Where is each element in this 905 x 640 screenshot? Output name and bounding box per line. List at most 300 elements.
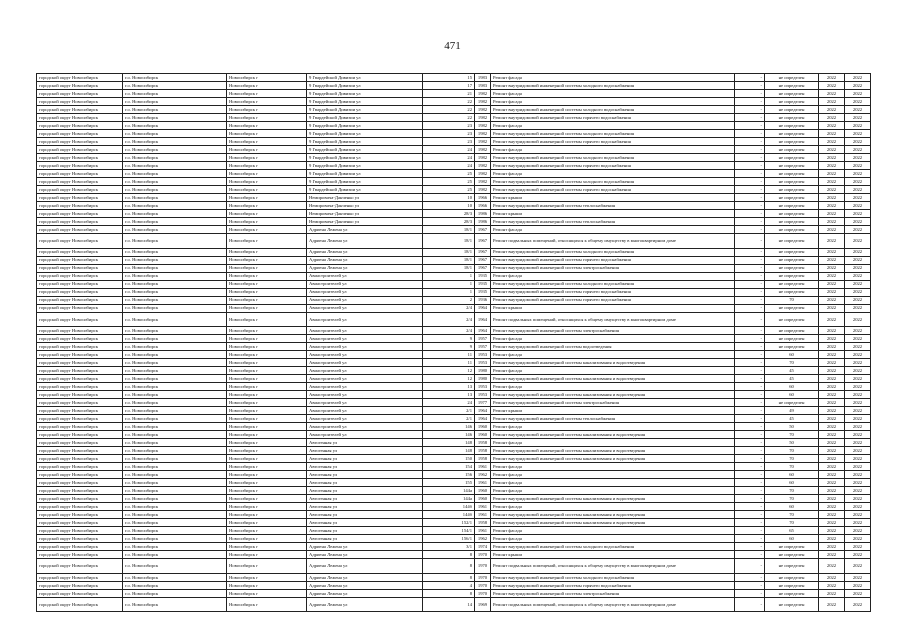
cell-year-from: 2022 — [819, 581, 845, 589]
cell-dash: - — [735, 234, 765, 249]
cell-dash: - — [735, 391, 765, 399]
cell-work-type: Ремонт фасада — [491, 439, 735, 447]
cell-cost: 60 — [765, 391, 819, 399]
cell-year-from: 2022 — [819, 447, 845, 455]
cell-locality: Новосибирск г — [227, 280, 307, 288]
cell-year-built: 1957 — [475, 335, 491, 343]
table-row — [37, 447, 871, 455]
cell-work-type: Ремонт фасада — [491, 463, 735, 471]
cell-dash: - — [735, 98, 765, 106]
cell-municipality: городской округ Новосибирск — [37, 248, 123, 256]
table-row — [37, 535, 871, 543]
cell-house: 152/1 — [423, 519, 475, 527]
cell-house: 3/1 — [423, 543, 475, 551]
cell-dash: - — [735, 210, 765, 218]
cell-work-type: Ремонт внутридомовой инженерной системы канализования и водоотведения — [491, 375, 735, 383]
cell-municipality: городской округ Новосибирск — [37, 90, 123, 98]
cell-house: 2/4 — [423, 327, 475, 335]
cell-year-from: 2022 — [819, 154, 845, 162]
cell-year-from: 2022 — [819, 375, 845, 383]
cell-house: 25 — [423, 178, 475, 186]
cell-street: Авиастроителей ул — [307, 343, 423, 351]
cell-work-type: Ремонт внутридомовой инженерной системы холодного водоснабжения — [491, 280, 735, 288]
cell-year-built: 1961 — [475, 527, 491, 535]
cell-dash: - — [735, 327, 765, 335]
cell-locality: Новосибирск г — [227, 186, 307, 194]
cell-municipality: городской округ Новосибирск — [37, 194, 123, 202]
cell-year-built: 1961 — [475, 463, 491, 471]
cell-street: Адриена Лежена ул — [307, 234, 423, 249]
cell-cost: не определен — [765, 288, 819, 296]
cell-house: 2 — [423, 296, 475, 304]
cell-year-to: 2022 — [845, 312, 871, 327]
cell-house: 24 — [423, 399, 475, 407]
cell-locality: Новосибирск г — [227, 559, 307, 574]
cell-cost: не определен — [765, 218, 819, 226]
cell-locality: Новосибирск г — [227, 589, 307, 597]
cell-year-to: 2022 — [845, 573, 871, 581]
cell-year-from: 2022 — [819, 543, 845, 551]
cell-work-type: Ремонт внутридомовой инженерной системы горячего водоснабжения — [491, 162, 735, 170]
cell-municipality: городской округ Новосибирск — [37, 367, 123, 375]
cell-year-to: 2022 — [845, 304, 871, 312]
cell-cost: 49 — [765, 407, 819, 415]
cell-dash: - — [735, 138, 765, 146]
cell-dash: - — [735, 218, 765, 226]
cell-work-type: Ремонт внутридомовой инженерной системы холодного водоснабжения — [491, 573, 735, 581]
cell-year-built: 1980 — [475, 367, 491, 375]
cell-dash: - — [735, 519, 765, 527]
cell-year-from: 2022 — [819, 178, 845, 186]
cell-street: Авиастроителей ул — [307, 296, 423, 304]
cell-year-from: 2022 — [819, 455, 845, 463]
cell-street: Немировича-Данченко ул — [307, 218, 423, 226]
cell-year-built: 1958 — [475, 455, 491, 463]
cell-locality: Новосибирск г — [227, 114, 307, 122]
cell-work-type: Ремонт фасада — [491, 74, 735, 82]
cell-year-built: 1983 — [475, 82, 491, 90]
cell-year-to: 2022 — [845, 415, 871, 423]
cell-year-built: 1970 — [475, 551, 491, 559]
cell-cost: 70 — [765, 455, 819, 463]
cell-locality: Новосибирск г — [227, 527, 307, 535]
cell-street: Адриена Лежена ул — [307, 589, 423, 597]
cell-year-from: 2022 — [819, 399, 845, 407]
cell-dash: - — [735, 487, 765, 495]
cell-municipality: городской округ Новосибирск — [37, 288, 123, 296]
cell-settlement: г.о. Новосибирск — [123, 367, 227, 375]
cell-dash: - — [735, 312, 765, 327]
cell-year-from: 2022 — [819, 280, 845, 288]
cell-house: 8 — [423, 573, 475, 581]
cell-cost: не определен — [765, 114, 819, 122]
cell-settlement: г.о. Новосибирск — [123, 170, 227, 178]
cell-municipality: городской округ Новосибирск — [37, 447, 123, 455]
table-row — [37, 210, 871, 218]
cell-work-type: Ремонт крыши — [491, 551, 735, 559]
cell-municipality: городской округ Новосибирск — [37, 146, 123, 154]
cell-dash: - — [735, 431, 765, 439]
cell-municipality: городской округ Новосибирск — [37, 527, 123, 535]
cell-municipality: городской округ Новосибирск — [37, 272, 123, 280]
cell-locality: Новосибирск г — [227, 463, 307, 471]
cell-street: Авиастроителей ул — [307, 288, 423, 296]
cell-house: 12 — [423, 375, 475, 383]
cell-locality: Новосибирск г — [227, 407, 307, 415]
cell-street: Адриена Лежена ул — [307, 597, 423, 612]
cell-settlement: г.о. Новосибирск — [123, 178, 227, 186]
cell-locality: Новосибирск г — [227, 581, 307, 589]
cell-year-from: 2022 — [819, 90, 845, 98]
cell-house: 148 — [423, 447, 475, 455]
table-row — [37, 194, 871, 202]
cell-settlement: г.о. Новосибирск — [123, 559, 227, 574]
cell-year-from: 2022 — [819, 487, 845, 495]
table-row — [37, 527, 871, 535]
cell-street: Авиастроителей ул — [307, 304, 423, 312]
cell-work-type: Ремонт внутридомовой инженерной системы холодного водоснабжения — [491, 82, 735, 90]
cell-municipality: городской округ Новосибирск — [37, 559, 123, 574]
cell-year-built: 1961 — [475, 503, 491, 511]
table-row — [37, 343, 871, 351]
cell-cost: 45 — [765, 367, 819, 375]
cell-work-type: Ремонт внутридомовой инженерной системы электроснабжения — [491, 399, 735, 407]
cell-cost: не определен — [765, 559, 819, 574]
cell-year-to: 2022 — [845, 256, 871, 264]
cell-year-from: 2022 — [819, 114, 845, 122]
cell-municipality: городской округ Новосибирск — [37, 98, 123, 106]
cell-year-built: 1964 — [475, 327, 491, 335]
cell-work-type: Ремонт подвальных помещений, относящихся к общему имуществу в многоквартирном доме — [491, 234, 735, 249]
cell-year-to: 2022 — [845, 202, 871, 210]
cell-year-built: 1958 — [475, 439, 491, 447]
cell-municipality: городской округ Новосибирск — [37, 312, 123, 327]
cell-cost: 70 — [765, 519, 819, 527]
cell-work-type: Ремонт крыши — [491, 194, 735, 202]
cell-municipality: городской округ Новосибирск — [37, 154, 123, 162]
cell-municipality: городской округ Новосибирск — [37, 335, 123, 343]
cell-year-to: 2022 — [845, 519, 871, 527]
cell-year-to: 2022 — [845, 186, 871, 194]
cell-street: Авиастроителей ул — [307, 351, 423, 359]
cell-dash: - — [735, 106, 765, 114]
cell-settlement: г.о. Новосибирск — [123, 581, 227, 589]
table-row — [37, 439, 871, 447]
cell-year-built: 1957 — [475, 343, 491, 351]
cell-street: Авиастроителей ул — [307, 423, 423, 431]
cell-cost: не определен — [765, 90, 819, 98]
cell-dash: - — [735, 186, 765, 194]
cell-year-built: 1982 — [475, 154, 491, 162]
cell-settlement: г.о. Новосибирск — [123, 597, 227, 612]
cell-year-built: 1960 — [475, 495, 491, 503]
cell-house: 8 — [423, 551, 475, 559]
cell-cost: не определен — [765, 312, 819, 327]
cell-year-built: 1936 — [475, 296, 491, 304]
cell-year-built: 1958 — [475, 447, 491, 455]
cell-locality: Новосибирск г — [227, 178, 307, 186]
table-row — [37, 327, 871, 335]
table-row — [37, 178, 871, 186]
cell-house: 23 — [423, 122, 475, 130]
cell-cost: 50 — [765, 423, 819, 431]
cell-municipality: городской округ Новосибирск — [37, 503, 123, 511]
cell-year-to: 2022 — [845, 391, 871, 399]
cell-year-from: 2022 — [819, 359, 845, 367]
cell-cost: 60 — [765, 471, 819, 479]
cell-work-type: Ремонт фасада — [491, 90, 735, 98]
cell-street: Немировича-Данченко ул — [307, 210, 423, 218]
cell-settlement: г.о. Новосибирск — [123, 423, 227, 431]
cell-cost: 70 — [765, 359, 819, 367]
cell-house: 21 — [423, 90, 475, 98]
cell-year-built: 1970 — [475, 581, 491, 589]
cell-locality: Новосибирск г — [227, 573, 307, 581]
cell-locality: Новосибирск г — [227, 335, 307, 343]
table-row — [37, 280, 871, 288]
cell-year-built: 1982 — [475, 170, 491, 178]
cell-street: 9 Гвардейской Дивизии ул — [307, 146, 423, 154]
cell-year-built: 1960 — [475, 487, 491, 495]
cell-street: 9 Гвардейской Дивизии ул — [307, 162, 423, 170]
cell-year-built: 1967 — [475, 248, 491, 256]
cell-house: 23 — [423, 130, 475, 138]
cell-street: Автогенная ул — [307, 527, 423, 535]
cell-work-type: Ремонт внутридомовой инженерной системы теплоснабжения — [491, 218, 735, 226]
cell-locality: Новосибирск г — [227, 122, 307, 130]
cell-year-from: 2022 — [819, 407, 845, 415]
cell-locality: Новосибирск г — [227, 154, 307, 162]
cell-work-type: Ремонт внутридомовой инженерной системы горячего водоснабжения — [491, 296, 735, 304]
cell-locality: Новосибирск г — [227, 351, 307, 359]
cell-year-to: 2022 — [845, 122, 871, 130]
cell-year-from: 2022 — [819, 304, 845, 312]
cell-year-from: 2022 — [819, 367, 845, 375]
cell-dash: - — [735, 399, 765, 407]
cell-house: 22 — [423, 114, 475, 122]
cell-cost: 70 — [765, 447, 819, 455]
cell-locality: Новосибирск г — [227, 543, 307, 551]
cell-street: Автогенная ул — [307, 487, 423, 495]
cell-settlement: г.о. Новосибирск — [123, 90, 227, 98]
cell-cost: не определен — [765, 210, 819, 218]
cell-cost: не определен — [765, 194, 819, 202]
cell-street: Адриена Лежена ул — [307, 551, 423, 559]
cell-locality: Новосибирск г — [227, 304, 307, 312]
table-row — [37, 415, 871, 423]
cell-work-type: Ремонт внутридомовой инженерной системы холодного водоснабжения — [491, 543, 735, 551]
cell-dash: - — [735, 154, 765, 162]
cell-year-to: 2022 — [845, 248, 871, 256]
cell-year-built: 1964 — [475, 312, 491, 327]
cell-house: 28/3 — [423, 210, 475, 218]
cell-street: Адриена Лежена ул — [307, 581, 423, 589]
cell-municipality: городской округ Новосибирск — [37, 170, 123, 178]
cell-locality: Новосибирск г — [227, 82, 307, 90]
cell-settlement: г.о. Новосибирск — [123, 399, 227, 407]
cell-house: 22 — [423, 98, 475, 106]
cell-street: Автогенная ул — [307, 455, 423, 463]
cell-municipality: городской округ Новосибирск — [37, 114, 123, 122]
cell-cost: не определен — [765, 170, 819, 178]
cell-municipality: городской округ Новосибирск — [37, 535, 123, 543]
cell-locality: Новосибирск г — [227, 327, 307, 335]
cell-year-from: 2022 — [819, 463, 845, 471]
cell-municipality: городской округ Новосибирск — [37, 463, 123, 471]
cell-cost: 70 — [765, 511, 819, 519]
table-row — [37, 122, 871, 130]
cell-year-from: 2022 — [819, 194, 845, 202]
cell-settlement: г.о. Новосибирск — [123, 415, 227, 423]
cell-locality: Новосибирск г — [227, 343, 307, 351]
cell-year-to: 2022 — [845, 288, 871, 296]
cell-dash: - — [735, 280, 765, 288]
cell-locality: Новосибирск г — [227, 138, 307, 146]
cell-locality: Новосибирск г — [227, 90, 307, 98]
cell-street: 9 Гвардейской Дивизии ул — [307, 130, 423, 138]
table-row — [37, 487, 871, 495]
cell-locality: Новосибирск г — [227, 423, 307, 431]
cell-cost: не определен — [765, 272, 819, 280]
cell-municipality: городской округ Новосибирск — [37, 74, 123, 82]
cell-year-built: 1982 — [475, 146, 491, 154]
cell-cost: не определен — [765, 573, 819, 581]
cell-dash: - — [735, 178, 765, 186]
cell-year-to: 2022 — [845, 463, 871, 471]
table-row — [37, 114, 871, 122]
cell-dash: - — [735, 226, 765, 234]
cell-cost: не определен — [765, 178, 819, 186]
cell-house: 146 — [423, 431, 475, 439]
cell-year-to: 2022 — [845, 447, 871, 455]
cell-house: 155 — [423, 479, 475, 487]
table-row — [37, 399, 871, 407]
cell-work-type: Ремонт фасада — [491, 367, 735, 375]
table-row — [37, 559, 871, 574]
cell-street: Авиастроителей ул — [307, 375, 423, 383]
cell-cost: не определен — [765, 226, 819, 234]
cell-cost: 70 — [765, 463, 819, 471]
cell-locality: Новосибирск г — [227, 519, 307, 527]
cell-municipality: городской округ Новосибирск — [37, 519, 123, 527]
cell-municipality: городской округ Новосибирск — [37, 226, 123, 234]
cell-year-from: 2022 — [819, 423, 845, 431]
cell-settlement: г.о. Новосибирск — [123, 186, 227, 194]
cell-locality: Новосибирск г — [227, 487, 307, 495]
cell-locality: Новосибирск г — [227, 495, 307, 503]
cell-cost: не определен — [765, 146, 819, 154]
cell-cost: не определен — [765, 202, 819, 210]
cell-settlement: г.о. Новосибирск — [123, 431, 227, 439]
cell-municipality: городской округ Новосибирск — [37, 471, 123, 479]
cell-work-type: Ремонт фасада — [491, 535, 735, 543]
table-row — [37, 288, 871, 296]
cell-cost: не определен — [765, 597, 819, 612]
cell-settlement: г.о. Новосибирск — [123, 335, 227, 343]
cell-year-to: 2022 — [845, 264, 871, 272]
cell-locality: Новосибирск г — [227, 264, 307, 272]
cell-locality: Новосибирск г — [227, 106, 307, 114]
cell-settlement: г.о. Новосибирск — [123, 296, 227, 304]
cell-year-built: 1964 — [475, 415, 491, 423]
cell-street: 9 Гвардейской Дивизии ул — [307, 90, 423, 98]
cell-dash: - — [735, 122, 765, 130]
cell-settlement: г.о. Новосибирск — [123, 202, 227, 210]
cell-settlement: г.о. Новосибирск — [123, 194, 227, 202]
cell-municipality: городской округ Новосибирск — [37, 186, 123, 194]
cell-settlement: г.о. Новосибирск — [123, 138, 227, 146]
cell-settlement: г.о. Новосибирск — [123, 487, 227, 495]
cell-house: 148 — [423, 439, 475, 447]
cell-municipality: городской округ Новосибирск — [37, 423, 123, 431]
cell-dash: - — [735, 359, 765, 367]
cell-street: Авиастроителей ул — [307, 367, 423, 375]
cell-work-type: Ремонт подвальных помещений, относящихся к общему имуществу в многоквартирном доме — [491, 312, 735, 327]
table-row — [37, 375, 871, 383]
table-row — [37, 264, 871, 272]
table-row — [37, 431, 871, 439]
cell-year-from: 2022 — [819, 351, 845, 359]
cell-dash: - — [735, 351, 765, 359]
cell-year-to: 2022 — [845, 471, 871, 479]
cell-work-type: Ремонт крыши — [491, 407, 735, 415]
cell-dash: - — [735, 415, 765, 423]
cell-locality: Новосибирск г — [227, 202, 307, 210]
cell-street: Автогенная ул — [307, 503, 423, 511]
table-row — [37, 495, 871, 503]
table-row — [37, 146, 871, 154]
cell-locality: Новосибирск г — [227, 551, 307, 559]
cell-street: 9 Гвардейской Дивизии ул — [307, 74, 423, 82]
cell-year-built: 1962 — [475, 471, 491, 479]
cell-locality: Новосибирск г — [227, 288, 307, 296]
cell-municipality: городской округ Новосибирск — [37, 130, 123, 138]
cell-year-built: 1960 — [475, 431, 491, 439]
cell-work-type: Ремонт внутридомовой инженерной системы горячего водоснабжения — [491, 288, 735, 296]
cell-year-to: 2022 — [845, 170, 871, 178]
cell-settlement: г.о. Новосибирск — [123, 312, 227, 327]
cell-year-to: 2022 — [845, 359, 871, 367]
cell-settlement: г.о. Новосибирск — [123, 463, 227, 471]
cell-dash: - — [735, 82, 765, 90]
table-row — [37, 248, 871, 256]
cell-dash: - — [735, 573, 765, 581]
cell-municipality: городской округ Новосибирск — [37, 479, 123, 487]
cell-cost: не определен — [765, 304, 819, 312]
cell-year-built: 1953 — [475, 351, 491, 359]
cell-year-to: 2022 — [845, 106, 871, 114]
cell-municipality: городской округ Новосибирск — [37, 375, 123, 383]
cell-work-type: Ремонт внутридомовой инженерной системы холодного водоснабжения — [491, 178, 735, 186]
cell-house: 18/1 — [423, 248, 475, 256]
table-row — [37, 226, 871, 234]
cell-house: 10 — [423, 202, 475, 210]
cell-house: 25 — [423, 186, 475, 194]
cell-locality: Новосибирск г — [227, 234, 307, 249]
cell-work-type: Ремонт внутридомовой инженерной системы горячего водоснабжения — [491, 256, 735, 264]
cell-street: 9 Гвардейской Дивизии ул — [307, 106, 423, 114]
cell-settlement: г.о. Новосибирск — [123, 218, 227, 226]
cell-year-from: 2022 — [819, 234, 845, 249]
table-row — [37, 351, 871, 359]
cell-year-to: 2022 — [845, 162, 871, 170]
cell-street: Авиастроителей ул — [307, 272, 423, 280]
cell-house: 4 — [423, 581, 475, 589]
cell-year-to: 2022 — [845, 343, 871, 351]
cell-dash: - — [735, 343, 765, 351]
cell-year-from: 2022 — [819, 264, 845, 272]
cell-work-type: Ремонт внутридомовой инженерной системы горячего водоснабжения — [491, 581, 735, 589]
